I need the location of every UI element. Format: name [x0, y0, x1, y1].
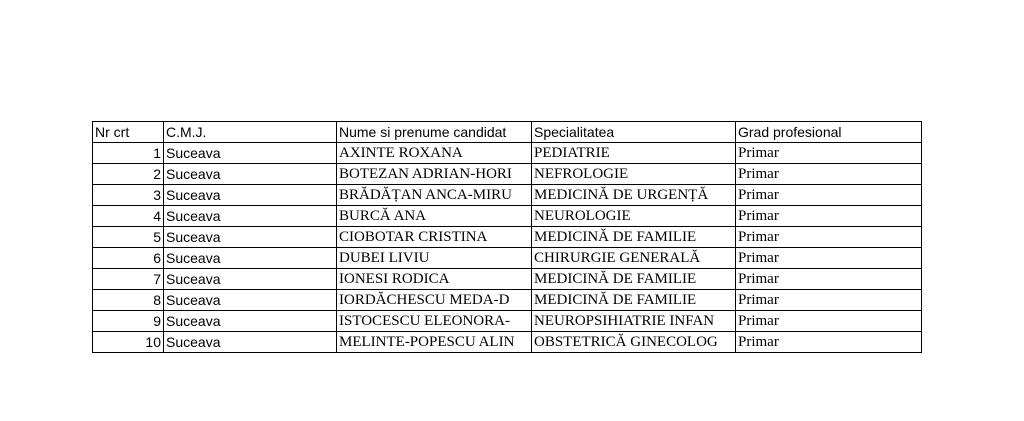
- cell-specialty: MEDICINĂ DE FAMILIE: [532, 290, 736, 311]
- header-nr-crt: Nr crt: [93, 122, 164, 143]
- cell-cmj: Suceava: [164, 164, 337, 185]
- cell-name: DUBEI LIVIU: [337, 248, 532, 269]
- cell-nr: 6: [93, 248, 164, 269]
- header-row: [93, 122, 922, 143]
- cell-grade: Primar: [736, 227, 922, 248]
- cell-cmj: Suceava: [164, 269, 337, 290]
- cell-cmj: Suceava: [164, 227, 337, 248]
- table-row: [93, 185, 922, 206]
- cell-cmj: Suceava: [164, 206, 337, 227]
- cell-nr: 10: [93, 332, 164, 353]
- table-row: [93, 332, 922, 353]
- cell-cmj: Suceava: [164, 311, 337, 332]
- header-cmj: C.M.J.: [164, 122, 337, 143]
- cell-cmj: Suceava: [164, 290, 337, 311]
- table-row: [93, 143, 922, 164]
- cell-cmj: Suceava: [164, 332, 337, 353]
- cell-name: BRĂDĂȚAN ANCA-MIRU: [337, 185, 532, 206]
- cell-specialty: NEFROLOGIE: [532, 164, 736, 185]
- cell-nr: 8: [93, 290, 164, 311]
- table-row: [93, 227, 922, 248]
- cell-grade: Primar: [736, 248, 922, 269]
- cell-cmj: Suceava: [164, 185, 337, 206]
- header-professional-grade: Grad profesional: [736, 122, 922, 143]
- cell-name: BURCĂ ANA: [337, 206, 532, 227]
- cell-specialty: PEDIATRIE: [532, 143, 736, 164]
- cell-nr: 1: [93, 143, 164, 164]
- cell-grade: Primar: [736, 185, 922, 206]
- cell-specialty: MEDICINĂ DE FAMILIE: [532, 227, 736, 248]
- candidates-table: [92, 121, 922, 353]
- header-candidate-name: Nume si prenume candidat: [337, 122, 532, 143]
- cell-name: CIOBOTAR CRISTINA: [337, 227, 532, 248]
- cell-grade: Primar: [736, 206, 922, 227]
- cell-grade: Primar: [736, 290, 922, 311]
- cell-nr: 3: [93, 185, 164, 206]
- cell-nr: 9: [93, 311, 164, 332]
- cell-specialty: NEUROLOGIE: [532, 206, 736, 227]
- cell-specialty: MEDICINĂ DE FAMILIE: [532, 269, 736, 290]
- cell-name: BOTEZAN ADRIAN-HORI: [337, 164, 532, 185]
- cell-name: IORDĂCHESCU MEDA-D: [337, 290, 532, 311]
- table-row: [93, 290, 922, 311]
- cell-name: MELINTE-POPESCU ALIN: [337, 332, 532, 353]
- cell-name: AXINTE ROXANA: [337, 143, 532, 164]
- table-row: [93, 311, 922, 332]
- cell-grade: Primar: [736, 311, 922, 332]
- table-row: [93, 269, 922, 290]
- cell-nr: 5: [93, 227, 164, 248]
- cell-specialty: MEDICINĂ DE URGENȚĂ: [532, 185, 736, 206]
- table-row: [93, 206, 922, 227]
- table-row: [93, 164, 922, 185]
- cell-specialty: OBSTETRICĂ GINECOLOG: [532, 332, 736, 353]
- cell-specialty: CHIRURGIE GENERALĂ: [532, 248, 736, 269]
- cell-name: IONESI RODICA: [337, 269, 532, 290]
- cell-grade: Primar: [736, 164, 922, 185]
- cell-name: ISTOCESCU ELEONORA-: [337, 311, 532, 332]
- cell-nr: 4: [93, 206, 164, 227]
- cell-nr: 2: [93, 164, 164, 185]
- cell-grade: Primar: [736, 332, 922, 353]
- cell-grade: Primar: [736, 269, 922, 290]
- cell-cmj: Suceava: [164, 143, 337, 164]
- cell-nr: 7: [93, 269, 164, 290]
- header-specialty: Specialitatea: [532, 122, 736, 143]
- cell-specialty: NEUROPSIHIATRIE INFAN: [532, 311, 736, 332]
- cell-grade: Primar: [736, 143, 922, 164]
- cell-cmj: Suceava: [164, 248, 337, 269]
- candidates-sheet: [92, 121, 922, 353]
- table-row: [93, 248, 922, 269]
